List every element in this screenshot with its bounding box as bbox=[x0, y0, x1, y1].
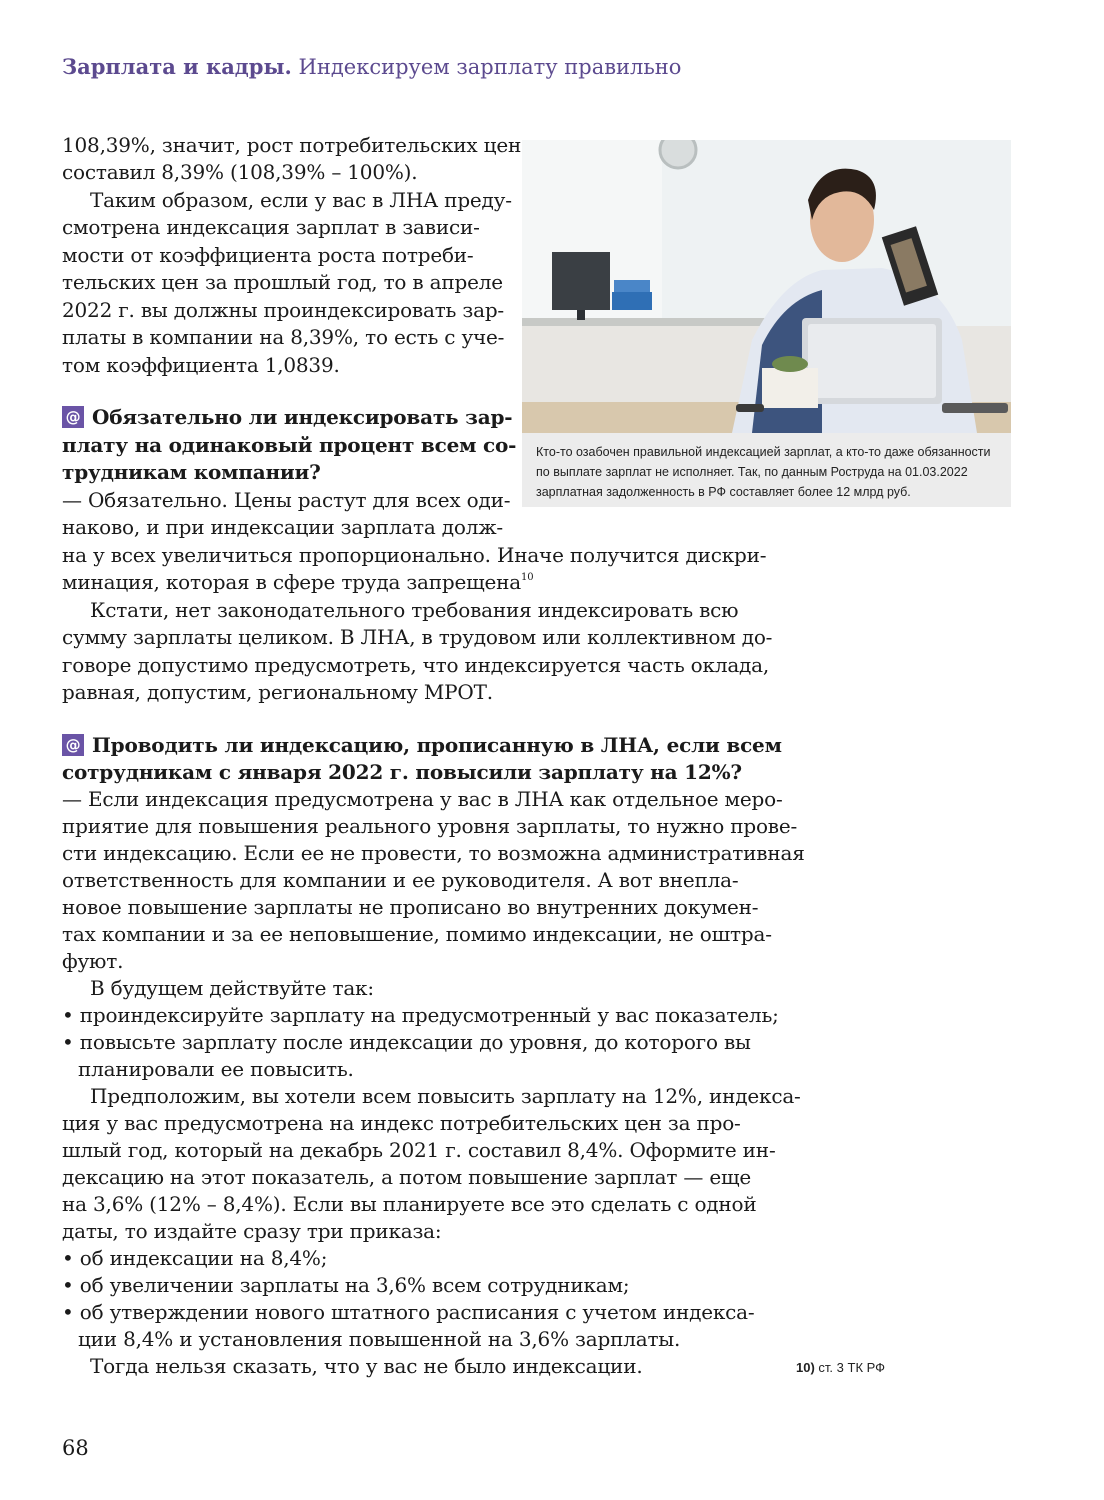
text-line: дексацию на этот показатель, а потом повышение зарплат — еще bbox=[62, 1165, 752, 1189]
text-line: на у всех увеличиться пропорционально. Иначе получится дискри- bbox=[62, 543, 767, 567]
office-photo-illustration bbox=[522, 140, 1011, 433]
caption-line: зарплатная задолженность в РФ составляет более 12 млрд руб. bbox=[536, 485, 911, 499]
header-title: Индексируем зарплату правильно bbox=[298, 55, 682, 79]
running-header bbox=[62, 54, 681, 79]
list-item: • об увеличении зарплаты на 3,6% всем сотрудникам; bbox=[62, 1273, 630, 1297]
text-line: сти индексацию. Если ее не провести, то возможна административная bbox=[62, 841, 805, 865]
text-line: Предположим, вы хотели всем повысить зарплату на 12%, индекса- bbox=[90, 1084, 801, 1108]
question-line: сотрудникам с января 2022 г. повысили зарплату на 12%? bbox=[62, 760, 742, 784]
text-line: новое повышение зарплаты не прописано во внутренних докумен- bbox=[62, 895, 759, 919]
text-line: на 3,6% (12% – 8,4%). Если вы планируете все это сделать с одной bbox=[62, 1192, 757, 1216]
text-line: — Если индексация предусмотрена у вас в ЛНА как отдельное меро- bbox=[62, 787, 783, 811]
caption-line: по выплате зарплат не исполняет. Так, по данным Роструда на 01.03.2022 bbox=[536, 465, 968, 479]
text-line: ответственность для компании и ее руководителя. А вот внепла- bbox=[62, 868, 739, 892]
footnote-text: ст. 3 ТК РФ bbox=[818, 1360, 886, 1375]
text-line: смотрена индексация зарплат в зависи- bbox=[62, 215, 480, 239]
text-line: Проводить ли индексацию, прописанную в ЛНА, если всем bbox=[92, 733, 782, 757]
photo-caption bbox=[522, 433, 1011, 507]
text-line: В будущем действуйте так: bbox=[90, 976, 374, 1000]
text-line: платы в компании на 8,39%, то есть с уче- bbox=[62, 325, 505, 349]
text-line: мости от коэффициента роста потреби- bbox=[62, 243, 474, 267]
list-item: • об индексации на 8,4%; bbox=[62, 1246, 328, 1270]
text-line: Обязательно ли индексировать зар- bbox=[92, 405, 513, 429]
text-line: равная, допустим, региональному МРОТ. bbox=[62, 680, 493, 704]
footnote-ref: 10 bbox=[521, 572, 534, 583]
text-line: Таким образом, если у вас в ЛНА преду- bbox=[90, 188, 512, 212]
question-at-icon: @ bbox=[62, 734, 84, 756]
text-line bbox=[62, 569, 533, 597]
list-item-cont: ции 8,4% и установления повышенной на 3,6% зарплаты. bbox=[78, 1327, 681, 1351]
text-line: 2022 г. вы должны проиндексировать зар- bbox=[62, 298, 504, 322]
text-line: том коэффициента 1,0839. bbox=[62, 353, 340, 377]
page-number: 68 bbox=[62, 1436, 89, 1460]
footnote-number: 10) bbox=[796, 1360, 815, 1375]
text-line: сумму зарплаты целиком. В ЛНА, в трудовом или коллективном до- bbox=[62, 625, 773, 649]
caption-line: Кто-то озабочен правильной индексацией зарплат, а кто-то даже обязанности bbox=[536, 445, 991, 459]
text-line: Тогда нельзя сказать, что у вас не было индексации. bbox=[90, 1354, 643, 1378]
office-photo bbox=[522, 140, 1011, 433]
list-item: • об утверждении нового штатного расписания с учетом индекса- bbox=[62, 1300, 755, 1324]
text-line: составил 8,39% (108,39% – 100%). bbox=[62, 160, 418, 184]
text-line: 108,39%, значит, рост потребительских цен bbox=[62, 133, 522, 157]
text-line: фуют. bbox=[62, 949, 124, 973]
text-line: шлый год, который на декабрь 2021 г. составил 8,4%. Оформите ин- bbox=[62, 1138, 776, 1162]
list-item: • проиндексируйте зарплату на предусмотренный у вас показатель; bbox=[62, 1003, 779, 1027]
question-at-icon: @ bbox=[62, 406, 84, 428]
question-line: плату на одинаковый процент всем со- bbox=[62, 433, 517, 457]
question-heading bbox=[62, 732, 782, 760]
text-line-main: минация, которая в сфере труда запрещена bbox=[62, 570, 522, 594]
list-item: • повысьте зарплату после индексации до уровня, до которого вы bbox=[62, 1030, 751, 1054]
text-line: говоре допустимо предусмотреть, что индексируется часть оклада, bbox=[62, 653, 770, 677]
text-line: даты, то издайте сразу три приказа: bbox=[62, 1219, 442, 1243]
text-line: наково, и при индексации зарплата долж- bbox=[62, 515, 503, 539]
footnote bbox=[796, 1360, 885, 1375]
text-line: ция у вас предусмотрена на индекс потребительских цен за про- bbox=[62, 1111, 741, 1135]
text-line: тельских цен за прошлый год, то в апреле bbox=[62, 270, 503, 294]
text-line: приятие для повышения реального уровня зарплаты, то нужно прове- bbox=[62, 814, 798, 838]
text-line: — Обязательно. Цены растут для всех оди- bbox=[62, 488, 511, 512]
question-line: трудникам компании? bbox=[62, 460, 321, 484]
question-heading bbox=[62, 404, 512, 432]
list-item-cont: планировали ее повысить. bbox=[78, 1057, 354, 1081]
text-line: тах компании и за ее неповышение, помимо индексации, не оштра- bbox=[62, 922, 772, 946]
header-section: Зарплата и кадры. bbox=[62, 54, 292, 79]
text-line: Кстати, нет законодательного требования индексировать всю bbox=[90, 598, 739, 622]
